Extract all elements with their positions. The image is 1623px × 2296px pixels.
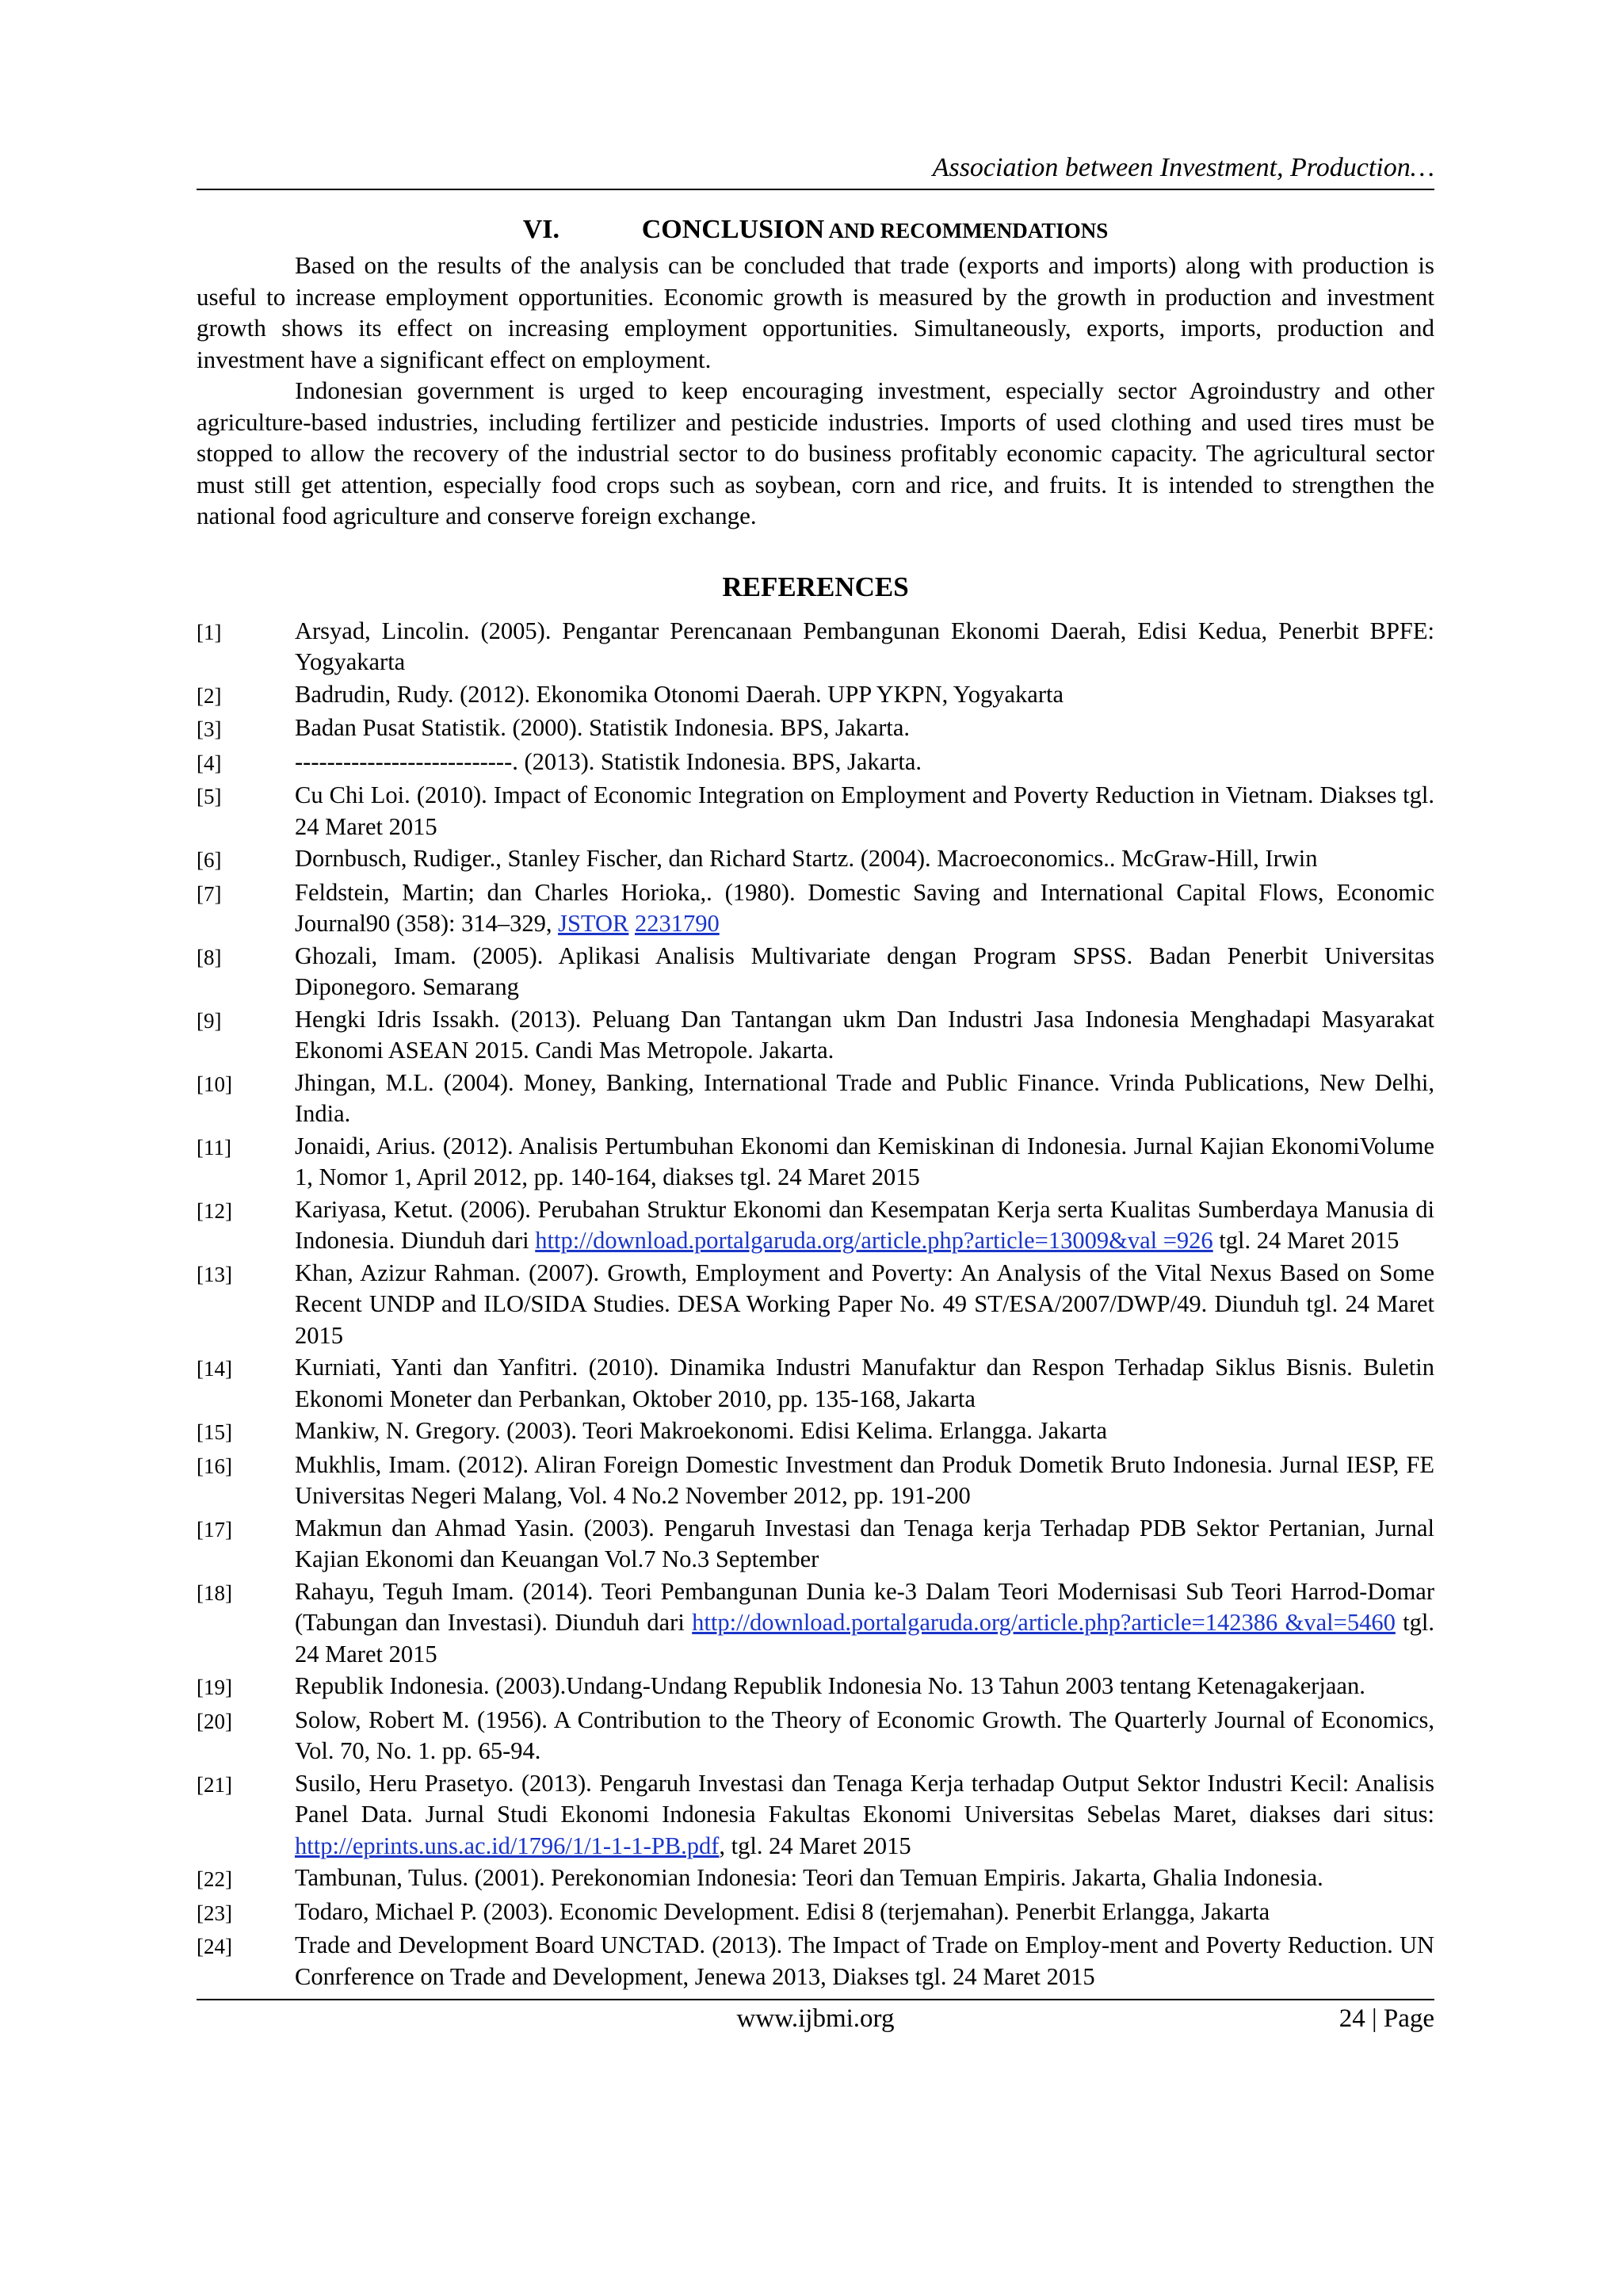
reference-trailing-text: tgl. 24 Maret 2015 [1212,1227,1400,1254]
reference-text [295,941,1434,1003]
reference-body: Tambunan, Tulus. (2001). Perekonomian Indonesia: Teori dan Temuan Empiris. Jakarta, Ghalia Indonesia. [295,1864,1323,1891]
section-number: VI. [522,215,560,244]
reference-url-link[interactable]: http://eprints.uns.ac.id/1796/1/1-1-1-PB.pdf [295,1832,720,1859]
reference-text [295,1768,1434,1862]
reference-number: [1] [197,620,222,644]
section-title [197,212,1434,248]
reference-number: [22] [197,1867,232,1891]
reference-body: Feldstein, Martin; dan Charles Horioka,. (1980). Domestic Saving and International Capital Flows, Economic Journal90 (358): 314–329, [295,878,1434,937]
reference-number: [6] [197,848,222,872]
reference-body: Rahayu, Teguh Imam. (2014). Teori Pembangunan Dunia ke-3 Dalam Teori Modernisasi Sub Teori Harrod-Domar (Tabungan dan Investasi). Diunduh dari [295,1577,1434,1636]
reference-item [197,941,1434,1003]
reference-trailing-text: tgl. 24 Maret 2015 [295,1609,1435,1668]
reference-text [295,1352,1434,1415]
reference-body: Ghozali, Imam. (2005). Aplikasi Analisis Multivariate dengan Program SPSS. Badan Penerbit Universitas Diponegoro. Semarang [295,942,1434,1000]
jstor-id-link[interactable]: 2231790 [634,910,720,937]
reference-body: ---------------------------. (2013). Statistik Indonesia. BPS, Jakarta. [295,747,922,775]
conclusion-paragraph-2: Indonesian government is urged to keep encouraging investment, especially sector Agroindustry and other agriculture-based industries, including fertilizer and pesticide industries. Imports of used clothing and used tires must be stopped to allow the recovery of the industrial sector to do business profitably economic capacity. The agricultural sector must still get attention, especially food crops such as soybean, corn and rice, and fruits. It is intended to strengthen the national food agriculture and conserve foreign exchange. [197,376,1434,529]
reference-item [197,616,1434,678]
reference-number: [18] [197,1580,232,1605]
reference-number: [24] [197,1935,232,1958]
reference-number: [10] [197,1072,232,1096]
reference-number: [2] [197,683,222,708]
reference-item [197,1352,1434,1415]
reference-item [197,1004,1434,1067]
reference-text [295,1930,1434,1992]
reference-number: [9] [197,1008,222,1033]
running-header: Association between Investment, Production… [932,153,1434,182]
reference-text [295,1671,1434,1704]
reference-body: Kurniati, Yanti dan Yanfitri. (2010). Dinamika Industri Manufaktur dan Respon Terhadap Siklus Bisnis. Buletin Ekonomi Moneter dan Perbankan, Oktober 2010, pp. 135-168, Jakarta [295,1354,1434,1412]
reference-body: Cu Chi Loi. (2010). Impact of Economic Integration on Employment and Poverty Reduction in Vietnam. Diakses tgl. 24 Maret 2015 [295,781,1434,840]
reference-url-link[interactable]: http://download.portalgaruda.org/article.php?article=13009&val =926 [535,1227,1213,1254]
reference-number: [19] [197,1675,232,1699]
reference-body: Trade and Development Board UNCTAD. (2013). The Impact of Trade on Employ-ment and Poverty Reduction. UN Conrference on Trade and Development, Jenewa 2013, Diakses tgl. 24 Maret 2015 [295,1931,1434,1990]
reference-text [295,1576,1434,1671]
reference-item [197,1068,1434,1130]
reference-body: Jhingan, M.L. (2004). Money, Banking, International Trade and Public Finance. Vrinda Publications, New Delhi, India. [295,1068,1434,1127]
section-title-rest: AND RECOMMENDATIONS [824,219,1109,243]
reference-text [295,1194,1434,1257]
reference-number: [7] [197,881,222,906]
reference-number: [16] [197,1454,232,1478]
page [197,151,1434,2038]
reference-item [197,1705,1434,1767]
reference-body: Badrudin, Rudy. (2012). Ekonomika Otonomi Daerah. UPP YKPN, Yogyakarta [295,680,1064,708]
reference-number: [23] [197,1901,232,1925]
reference-text [295,712,1434,746]
reference-number: [3] [197,717,222,741]
reference-item [197,1930,1434,1992]
reference-body: Jonaidi, Arius. (2012). Analisis Pertumbuhan Ekonomi dan Kemiskinan di Indonesia. Jurnal Kajian EkonomiVolume 1, Nomor 1, April 2012, pp. 140-164, diakses tgl. 24 Maret 2015 [295,1132,1434,1190]
reference-item [197,679,1434,712]
reference-text [295,1897,1434,1930]
reference-item [197,1576,1434,1671]
reference-text [295,1415,1434,1449]
conclusion-paragraph-1: Based on the results of the analysis can be concluded that trade (exports and imports) along with production is useful to increase employment opportunities. Economic growth is measured by the growth in production and investment growth shows its effect on increasing employment opportunities. Simultaneously, exports, imports, production and investment have a significant effect on employment. [197,251,1434,373]
footer-website[interactable]: www.ijbmi.org [736,2004,895,2033]
reference-text [295,1131,1434,1194]
reference-text [295,616,1434,678]
reference-body: Hengki Idris Issakh. (2013). Peluang Dan Tantangan ukm Dan Industri Jasa Indonesia Menghadapi Masyarakat Ekonomi ASEAN 2015. Candi Mas Metropole. Jakarta. [295,1005,1434,1064]
reference-trailing-text: , tgl. 24 Maret 2015 [719,1832,911,1859]
reference-number: [21] [197,1772,232,1797]
reference-text [295,1513,1434,1576]
reference-item [197,1862,1434,1896]
reference-body: Arsyad, Lincolin. (2005). Pengantar Perencanaan Pembangunan Ekonomi Daerah, Edisi Kedua, Penerbit BPFE: Yogyakarta [295,617,1434,675]
reference-text [295,1004,1434,1067]
section-title-main: CONCLUSION [641,215,825,244]
reference-number: [12] [197,1198,232,1223]
reference-number: [13] [197,1262,232,1286]
reference-body: Mankiw, N. Gregory. (2003). Teori Makroekonomi. Edisi Kelima. Erlangga. Jakarta [295,1417,1107,1444]
reference-text [295,1258,1434,1352]
reference-text [295,1705,1434,1767]
reference-text [295,843,1434,877]
reference-text [295,1068,1434,1130]
reference-number: [11] [197,1135,231,1159]
reference-text [295,747,1434,780]
reference-body: Badan Pusat Statistik. (2000). Statistik Indonesia. BPS, Jakarta. [295,714,911,741]
reference-text [295,1862,1434,1896]
reference-item [197,747,1434,780]
reference-item [197,1415,1434,1449]
reference-item [197,1258,1434,1352]
reference-body: Todaro, Michael P. (2003). Economic Development. Edisi 8 (terjemahan). Penerbit Erlangga, Jakarta [295,1897,1270,1925]
reference-number: [20] [197,1709,232,1733]
reference-text [295,679,1434,712]
reference-item [197,1131,1434,1194]
reference-number: [14] [197,1357,232,1381]
reference-number: [4] [197,751,222,775]
jstor-link[interactable]: JSTOR [558,910,629,937]
reference-item [197,843,1434,877]
reference-body: Khan, Azizur Rahman. (2007). Growth, Employment and Poverty: An Analysis of the Vital Nexus Based on Some Recent UNDP and ILO/SIDA Studies. DESA Working Paper No. 49 ST/ESA/2007/DWP/49. Diunduh tgl. 24 Maret 2015 [295,1259,1434,1349]
reference-item [197,1768,1434,1862]
reference-body: Republik Indonesia. (2003).Undang-Undang Republik Indonesia No. 13 Tahun 2003 tentang Ketenagakerjaan. [295,1672,1365,1699]
reference-text [295,1450,1434,1512]
reference-list [197,616,1434,1993]
reference-number: [5] [197,785,222,808]
reference-item [197,1513,1434,1576]
reference-item [197,1897,1434,1930]
references-title: REFERENCES [722,571,909,602]
reference-body: Solow, Robert M. (1956). A Contribution to the Theory of Economic Growth. The Quarterly Journal of Economics, Vol. 70, No. 1. pp. 65-94. [295,1706,1434,1764]
reference-text [295,877,1434,940]
header-rule [197,189,1434,190]
link-spacer [628,910,635,937]
reference-body: Kariyasa, Ketut. (2006). Perubahan Struktur Ekonomi dan Kesempatan Kerja serta Kualitas Sumberdaya Manusia di Indonesia. Diunduh dari [295,1195,1434,1254]
reference-item [197,712,1434,746]
footer [197,2000,1434,2038]
reference-text [295,780,1434,842]
page-number: 24 | Page [1338,2004,1434,2033]
reference-item [197,1671,1434,1704]
reference-item [197,1450,1434,1512]
reference-number: [8] [197,945,222,969]
reference-number: [15] [197,1420,232,1444]
reference-item [197,877,1434,940]
reference-body: Makmun dan Ahmad Yasin. (2003). Pengaruh Investasi dan Tenaga kerja Terhadap PDB Sektor Pertanian, Jurnal Kajian Ekonomi dan Keuangan Vol.7 No.3 September [295,1514,1434,1572]
reference-body: Mukhlis, Imam. (2012). Aliran Foreign Domestic Investment dan Produk Dometik Bruto Indonesia. Jurnal IESP, FE Universitas Negeri Malang, Vol. 4 No.2 November 2012, pp. 191-200 [295,1450,1434,1509]
reference-body: Dornbusch, Rudiger., Stanley Fischer, dan Richard Startz. (2004). Macroeconomics.. McGraw-Hill, Irwin [295,845,1318,872]
reference-item [197,1194,1434,1257]
reference-body: Susilo, Heru Prasetyo. (2013). Pengaruh Investasi dan Tenaga Kerja terhadap Output Sektor Industri Kecil: Analisis Panel Data. Jurnal Studi Ekonomi Indonesia Fakultas Ekonomi Universitas Sebelas Maret, diakses dari situs: [295,1769,1434,1828]
reference-number: [17] [197,1517,232,1541]
reference-item [197,780,1434,842]
reference-url-link[interactable]: http://download.portalgaruda.org/article.php?article=142386 &val=5460 [692,1609,1396,1636]
